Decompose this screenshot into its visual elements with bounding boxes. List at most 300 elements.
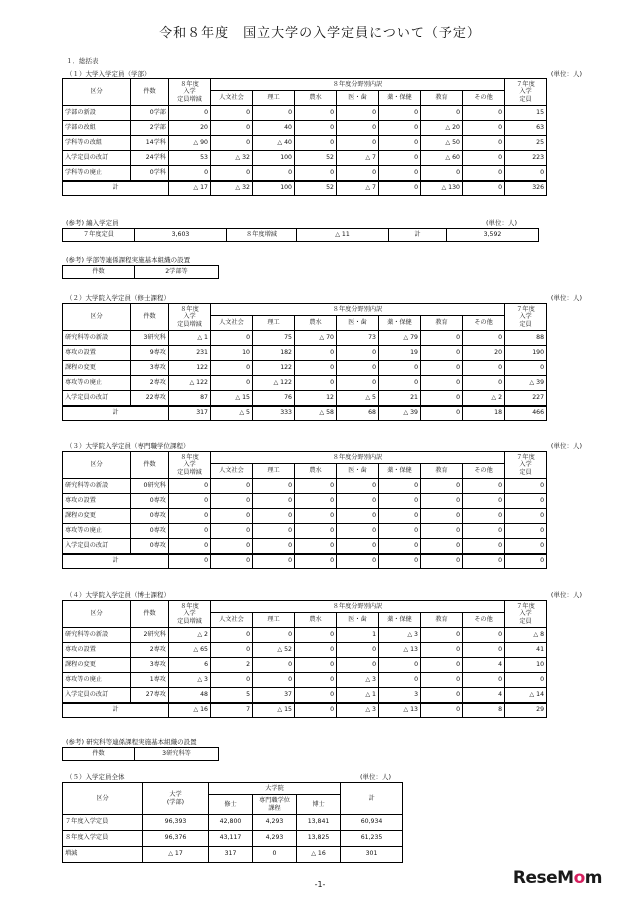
header-field: その他 [463, 613, 505, 628]
ref-joint-grad-title: (参考) 研究科等連係課程実施基本組織の設置 [66, 738, 197, 746]
row-label: 専攻の設置 [63, 494, 131, 509]
row-cell: 0 [253, 106, 295, 121]
row-cell: 0 [295, 121, 337, 136]
header-count: 件数 [131, 601, 169, 628]
overall-cell: 301 [341, 847, 403, 863]
table-transfer [62, 228, 539, 242]
total-cell: 317 [169, 406, 211, 421]
table2-grid [62, 303, 547, 421]
row-cell: 1専攻 [131, 673, 169, 688]
row-cell: 3 [379, 688, 421, 703]
table-professional [62, 451, 547, 569]
total-cell: 0 [505, 554, 547, 569]
overall-row-label: ８年度入学定員 [63, 831, 143, 847]
header-field: 教育 [421, 316, 463, 331]
row-cell: 10 [505, 658, 547, 673]
row-cell: 0 [505, 539, 547, 554]
row-cell: 75 [253, 331, 295, 346]
header-field: 医・歯 [337, 91, 379, 106]
row-cell: 190 [505, 346, 547, 361]
row-cell: △ 79 [379, 331, 421, 346]
row-cell: 0 [505, 494, 547, 509]
row-cell: 122 [253, 361, 295, 376]
ref-transfer-title: (参考) 編入学定員 [66, 219, 119, 227]
overall-cell: 4,293 [253, 815, 297, 831]
page-title: 令和８年度 国立大学の入学定員について（予定） [159, 26, 481, 41]
row-cell: 0 [211, 376, 253, 391]
total-cell: △ 130 [421, 181, 463, 196]
row-cell: 24学科 [131, 151, 169, 166]
row-cell: 4 [463, 658, 505, 673]
total-cell: 0 [253, 554, 295, 569]
table-row [63, 628, 547, 643]
row-cell: 0 [211, 643, 253, 658]
header-field: 医・歯 [337, 613, 379, 628]
row-cell: 0 [421, 106, 463, 121]
table-joint-faculty [62, 265, 219, 279]
row-cell: 6 [169, 658, 211, 673]
header-field: 農水 [295, 91, 337, 106]
header-field: 理工 [253, 91, 295, 106]
row-cell: 182 [253, 346, 295, 361]
row-cell: 3専攻 [131, 658, 169, 673]
overall-header-professional: 専門職学位 課程 [253, 795, 297, 815]
row-cell: 0専攻 [131, 509, 169, 524]
overall-cell: 42,800 [209, 815, 253, 831]
row-cell: △ 32 [211, 151, 253, 166]
overall-cell: △ 17 [143, 847, 209, 863]
total-cell: 18 [463, 406, 505, 421]
row-cell: 0 [379, 106, 421, 121]
row-cell: 0 [295, 166, 337, 181]
header-category: 区分 [63, 79, 131, 106]
header-category: 区分 [63, 452, 131, 479]
section-1-title: （１）大学入学定員（学部） [66, 70, 151, 78]
overall-cell: 61,235 [341, 831, 403, 847]
row-cell: △ 2 [169, 628, 211, 643]
row-cell: 0 [211, 106, 253, 121]
total-cell: △ 16 [169, 703, 211, 718]
row-cell: 0 [421, 166, 463, 181]
row-cell: 0 [379, 166, 421, 181]
row-cell: 0 [169, 479, 211, 494]
overall-row-label: 増減 [63, 847, 143, 863]
table-row [63, 524, 547, 539]
row-cell: 0 [295, 376, 337, 391]
row-cell: 14学科 [131, 136, 169, 151]
header-prev-capacity: ７年度 入学 定員 [505, 601, 547, 628]
header-field: 農水 [295, 613, 337, 628]
row-label: 研究科等の新設 [63, 331, 131, 346]
row-cell: 0 [169, 509, 211, 524]
row-cell: 0 [211, 136, 253, 151]
table-row [63, 106, 547, 121]
row-cell: △ 52 [253, 643, 295, 658]
row-label: 専攻等の廃止 [63, 673, 131, 688]
total-cell: △ 32 [211, 181, 253, 196]
total-cell: △ 13 [379, 703, 421, 718]
row-cell: 0 [211, 673, 253, 688]
row-cell: 0 [421, 509, 463, 524]
row-cell: 100 [253, 151, 295, 166]
total-cell: △ 7 [337, 181, 379, 196]
total-cell: △ 5 [211, 406, 253, 421]
row-cell: 0 [295, 658, 337, 673]
row-cell: 0 [379, 494, 421, 509]
row-cell: 0 [211, 509, 253, 524]
row-label: 専攻等の廃止 [63, 524, 131, 539]
total-cell: △ 58 [295, 406, 337, 421]
row-label: 課程の変更 [63, 361, 131, 376]
resemom-logo [513, 868, 602, 888]
row-label: 入学定員の改訂 [63, 688, 131, 703]
row-cell: 0 [295, 673, 337, 688]
section-5-title: （５）入学定員全体 [66, 773, 125, 781]
row-cell: 0 [379, 376, 421, 391]
row-cell: 0 [379, 361, 421, 376]
table-row [63, 151, 547, 166]
row-cell: 0 [463, 479, 505, 494]
row-cell: 0 [463, 136, 505, 151]
row-cell: △ 122 [169, 376, 211, 391]
total-cell: 0 [295, 703, 337, 718]
header-prev-capacity: ７年度 入学 定員 [505, 79, 547, 106]
table-row [63, 391, 547, 406]
row-label: 研究科等の新設 [63, 628, 131, 643]
ref-joint-grad-label: 件数 [63, 748, 135, 761]
row-cell: 0 [295, 628, 337, 643]
row-cell: 0 [463, 361, 505, 376]
row-label: 学部の新設 [63, 106, 131, 121]
table-row [63, 643, 547, 658]
row-cell: △ 40 [253, 136, 295, 151]
row-cell: 0 [253, 628, 295, 643]
row-cell: 0 [295, 106, 337, 121]
row-cell: 0 [421, 391, 463, 406]
table-row [63, 136, 547, 151]
overall-cell: 96,376 [143, 831, 209, 847]
section-2-title: （２）大学院入学定員（修士課程） [66, 294, 170, 302]
total-cell: △ 39 [379, 406, 421, 421]
header-category: 区分 [63, 304, 131, 331]
ref-transfer-val7: 3,603 [135, 229, 227, 242]
overall-cell: 0 [253, 847, 297, 863]
table-undergraduate [62, 78, 547, 196]
row-label: 学部の改組 [63, 121, 131, 136]
row-cell: 0 [337, 509, 379, 524]
row-cell: △ 50 [421, 136, 463, 151]
row-cell: 52 [295, 151, 337, 166]
table-doctoral [62, 600, 547, 718]
row-cell: 0 [505, 479, 547, 494]
unit-label-2: (単位：人) [550, 294, 582, 302]
header-category: 区分 [63, 601, 131, 628]
overall-cell: △ 16 [297, 847, 341, 863]
overall-cell: 13,825 [297, 831, 341, 847]
row-cell: 41 [505, 643, 547, 658]
row-cell: 0 [211, 121, 253, 136]
logo-text-1: Rese [512, 868, 558, 888]
header-field: 理工 [253, 613, 295, 628]
row-label: 学科等の改組 [63, 136, 131, 151]
logo-text-3: o [573, 868, 585, 888]
row-cell: 0 [211, 166, 253, 181]
row-cell: △ 2 [463, 391, 505, 406]
row-cell: 0 [337, 121, 379, 136]
table-row [63, 494, 547, 509]
row-cell: 0 [421, 673, 463, 688]
row-cell: 4 [463, 688, 505, 703]
row-cell: △ 13 [379, 643, 421, 658]
overview-label: １．総括表 [66, 57, 99, 65]
row-cell: 5 [211, 688, 253, 703]
total-cell: △ 3 [337, 703, 379, 718]
row-cell: 0 [211, 479, 253, 494]
row-cell: 0 [295, 479, 337, 494]
ref-joint-faculty-title: (参考) 学部等連係課程実施基本組織の設置 [66, 256, 191, 264]
row-cell: 0 [421, 688, 463, 703]
ref-joint-faculty-label: 件数 [63, 266, 135, 279]
overall-header-university: 大学 (学部) [143, 783, 209, 815]
row-label: 入学定員の改訂 [63, 539, 131, 554]
total-label: 計 [63, 181, 169, 196]
row-cell: 0 [169, 166, 211, 181]
unit-label-3: (単位：人) [550, 442, 582, 450]
row-cell: △ 14 [505, 688, 547, 703]
total-cell: 0 [169, 554, 211, 569]
row-cell: △ 39 [505, 376, 547, 391]
row-cell: 0 [463, 673, 505, 688]
total-cell: 0 [379, 554, 421, 569]
table4-grid [62, 600, 547, 718]
table-row [63, 166, 547, 181]
ref-joint-grad-value: 3研究科等 [135, 748, 219, 761]
overall-cell: 43,117 [209, 831, 253, 847]
row-cell: 2学部 [131, 121, 169, 136]
table-row [63, 346, 547, 361]
row-cell: 12 [295, 391, 337, 406]
row-cell: 0 [379, 479, 421, 494]
row-cell: 0 [337, 166, 379, 181]
row-cell: △ 122 [253, 376, 295, 391]
overall-header-category: 区分 [63, 783, 143, 815]
header-count: 件数 [131, 79, 169, 106]
row-cell: 0 [253, 539, 295, 554]
header-field: 農水 [295, 464, 337, 479]
row-cell: 0 [253, 524, 295, 539]
row-cell: △ 3 [337, 673, 379, 688]
row-cell: 0 [337, 494, 379, 509]
header-field: 理工 [253, 464, 295, 479]
table-overall [62, 782, 403, 863]
table-row [63, 479, 547, 494]
header-field: 薬・保健 [379, 91, 421, 106]
row-cell: 227 [505, 391, 547, 406]
row-cell: 87 [169, 391, 211, 406]
row-cell: 0 [463, 539, 505, 554]
row-cell: 0 [211, 539, 253, 554]
row-cell: 0 [295, 136, 337, 151]
row-cell: 3専攻 [131, 361, 169, 376]
total-label: 計 [63, 406, 169, 421]
row-cell: 63 [505, 121, 547, 136]
header-breakdown: ８年度分野別内訳 [211, 452, 505, 464]
row-cell: 231 [169, 346, 211, 361]
total-cell: 68 [337, 406, 379, 421]
overall-row-label: ７年度入学定員 [63, 815, 143, 831]
row-cell: 0 [463, 121, 505, 136]
row-cell: 0 [211, 494, 253, 509]
row-cell: △ 20 [421, 121, 463, 136]
overall-header-doctor: 博士 [297, 795, 341, 815]
total-cell: 0 [379, 181, 421, 196]
overall-cell: 96,393 [143, 815, 209, 831]
header-count: 件数 [131, 452, 169, 479]
row-cell: 37 [253, 688, 295, 703]
total-label: 計 [63, 703, 169, 718]
row-cell: 0 [169, 106, 211, 121]
row-cell: 0 [505, 166, 547, 181]
table-row [63, 688, 547, 703]
row-cell: 0 [463, 376, 505, 391]
row-cell: 0 [463, 494, 505, 509]
total-cell: 52 [295, 181, 337, 196]
row-cell: 10 [211, 346, 253, 361]
header-field: 人文社会 [211, 316, 253, 331]
row-cell: △ 90 [169, 136, 211, 151]
row-cell: 0 [211, 628, 253, 643]
header-breakdown: ８年度分野別内訳 [211, 79, 505, 91]
total-row [63, 181, 547, 196]
ref-transfer-unit: (単位：人) [486, 219, 518, 227]
header-change: ８年度 入学 定員増減 [169, 601, 211, 628]
row-cell: 0 [337, 346, 379, 361]
header-field: 人文社会 [211, 613, 253, 628]
logo-text-4: m [584, 868, 602, 888]
row-cell: 0 [379, 121, 421, 136]
overall-cell: 60,934 [341, 815, 403, 831]
row-label: 専攻の設置 [63, 643, 131, 658]
row-cell: 2専攻 [131, 376, 169, 391]
total-cell: 0 [421, 554, 463, 569]
row-cell: 0学部 [131, 106, 169, 121]
row-label: 課程の変更 [63, 509, 131, 524]
row-label: 学科等の廃止 [63, 166, 131, 181]
page-number: -1- [314, 880, 326, 889]
row-cell: 1 [337, 628, 379, 643]
row-cell: 0 [253, 658, 295, 673]
total-cell: 0 [337, 554, 379, 569]
header-count: 件数 [131, 304, 169, 331]
row-cell: 20 [169, 121, 211, 136]
total-cell: 333 [253, 406, 295, 421]
header-change: ８年度 入学 定員増減 [169, 304, 211, 331]
ref-transfer-valt: 3,592 [447, 229, 539, 242]
table-row [63, 121, 547, 136]
header-field: その他 [463, 464, 505, 479]
row-cell: 2専攻 [131, 643, 169, 658]
row-cell: △ 60 [421, 151, 463, 166]
row-cell: 0 [421, 643, 463, 658]
table-row [63, 376, 547, 391]
table-row [63, 331, 547, 346]
row-cell: 25 [505, 136, 547, 151]
header-field: 人文社会 [211, 91, 253, 106]
total-row [63, 406, 547, 421]
section-4-title: （４）大学院入学定員（博士課程） [66, 591, 170, 599]
row-cell: 0 [421, 376, 463, 391]
row-cell: 0学科 [131, 166, 169, 181]
row-cell: 15 [505, 106, 547, 121]
row-cell: 76 [253, 391, 295, 406]
unit-label-4: (単位：人) [550, 591, 582, 599]
row-cell: 0 [295, 688, 337, 703]
row-cell: 73 [337, 331, 379, 346]
row-cell: 27専攻 [131, 688, 169, 703]
row-cell: 0 [379, 658, 421, 673]
row-cell: 22専攻 [131, 391, 169, 406]
row-cell: 0 [379, 539, 421, 554]
total-cell: △ 15 [253, 703, 295, 718]
row-cell: 20 [463, 346, 505, 361]
header-field: 農水 [295, 316, 337, 331]
row-cell: 2 [211, 658, 253, 673]
row-cell: 40 [253, 121, 295, 136]
header-field: 教育 [421, 464, 463, 479]
total-row [63, 554, 547, 569]
row-cell: 0 [505, 673, 547, 688]
overall-header-total: 計 [341, 783, 403, 815]
row-label: 課程の変更 [63, 658, 131, 673]
header-field: 人文社会 [211, 464, 253, 479]
total-cell: 0 [463, 181, 505, 196]
row-cell: 0 [337, 106, 379, 121]
row-cell: 0 [463, 166, 505, 181]
header-field: 医・歯 [337, 316, 379, 331]
header-field: 理工 [253, 316, 295, 331]
table-row [63, 658, 547, 673]
section-3-title: （３）大学院入学定員（専門職学位課程） [66, 442, 190, 450]
ref-joint-faculty-value: 2学部等 [135, 266, 219, 279]
header-change: ８年度 入学 定員増減 [169, 452, 211, 479]
row-cell: 0 [337, 539, 379, 554]
header-field: その他 [463, 91, 505, 106]
total-cell: 466 [505, 406, 547, 421]
row-cell: 0 [421, 494, 463, 509]
header-field: その他 [463, 316, 505, 331]
logo-text-2: M [557, 868, 574, 888]
row-cell: 0 [463, 628, 505, 643]
row-cell: △ 1 [169, 331, 211, 346]
row-cell: 0 [421, 331, 463, 346]
ref-transfer-val8: △ 11 [297, 229, 389, 242]
total-cell: 100 [253, 181, 295, 196]
total-cell: 8 [463, 703, 505, 718]
overall-cell: 4,293 [253, 831, 297, 847]
row-cell: 0 [253, 166, 295, 181]
row-cell: 0 [505, 524, 547, 539]
row-cell: 0 [337, 376, 379, 391]
row-cell: 0専攻 [131, 524, 169, 539]
row-cell: 0 [505, 361, 547, 376]
row-cell: △ 70 [295, 331, 337, 346]
row-cell: 2研究科 [131, 628, 169, 643]
table-joint-grad [62, 747, 219, 761]
table1-grid [62, 78, 547, 196]
row-cell: 21 [379, 391, 421, 406]
row-cell: 0 [421, 658, 463, 673]
row-cell: 0 [379, 524, 421, 539]
